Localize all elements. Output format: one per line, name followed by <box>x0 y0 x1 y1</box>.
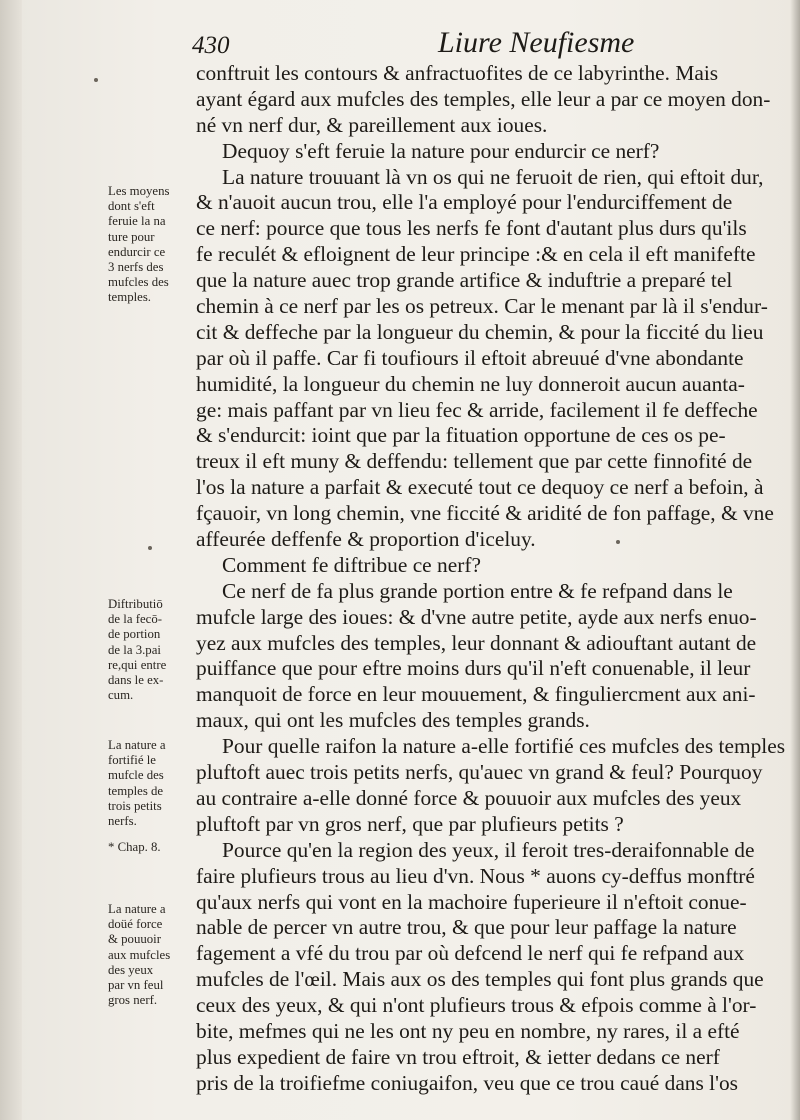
question-line: pluftoft auec trois petits nerfs, qu'auec vn grand & feul? Pourquoy <box>196 760 763 785</box>
margin-note <box>108 738 194 829</box>
text-line: yez aux mufcles des temples, leur donnant & adiouftant autant de <box>196 630 757 655</box>
margin-note-line: dont s'eft <box>108 199 155 214</box>
margin-note-line: La nature a <box>108 902 166 916</box>
text-line: fçauoir, vn long chemin, vne ficcité & aridité de fon paffage, & vne <box>196 501 774 526</box>
question-line: Pour quelle raifon la nature a-elle fortifié ces mufcles des temples <box>222 734 786 759</box>
text-line: que la nature auec trop grande artifice & induftrie a preparé tel <box>196 268 733 293</box>
margin-note-line: La nature a <box>108 738 166 752</box>
margin-note-footnote <box>108 840 194 855</box>
text-line: & n'auoit aucun trou, elle l'a employé pour l'endurciffement de <box>196 190 733 215</box>
margin-note-line: de la fecō- <box>108 612 162 627</box>
margin-note-line: Les moyens <box>108 184 170 198</box>
margin-note <box>108 597 194 703</box>
text-line: Pource qu'en la region des yeux, il feroit tres-deraifonnable de <box>222 837 755 862</box>
margin-note-line: de portion <box>108 627 161 642</box>
text-line: l'os la nature a parfait & executé tout ce dequoy ce nerf a befoin, à <box>196 475 764 500</box>
text-line: manquoit de force en leur mouuement, & finguliercment aux ani- <box>196 682 756 707</box>
text-line: ayant égard aux mufcles des temples, elle leur a par ce moyen don- <box>196 86 771 111</box>
margin-note <box>108 184 194 306</box>
text-line: fe reculét & efloignent de leur principe :& en cela il eft manifefte <box>196 242 756 267</box>
text-line: né vn nerf dur, & pareillement aux ioues. <box>196 112 548 137</box>
margin-note-line: temples. <box>108 290 152 305</box>
ink-speck <box>148 546 152 550</box>
text-line: bite, mefmes qui ne les ont ny peu en nombre, ny rares, il a efté <box>196 1018 740 1043</box>
margin-note-line: aux mufcles <box>108 947 171 962</box>
margin-note-line: par vn feul <box>108 978 164 993</box>
question-line: au contraire a-elle donné force & pouuoir aux mufcles des yeux <box>196 785 742 810</box>
question-line: pluftoft par vn gros nerf, que par plufieurs petits ? <box>196 811 624 836</box>
margin-note-line: Diftributiō <box>108 597 163 611</box>
margin-note-line: * Chap. 8. <box>108 840 161 854</box>
margin-note-line: mufcle des <box>108 768 164 783</box>
margin-note-line: re,qui entre <box>108 657 167 672</box>
text-line: nable de percer vn autre trou, & que pour leur paffage la nature <box>196 915 737 940</box>
margin-note-line: endurcir ce <box>108 244 166 259</box>
margin-note-line: trois petits <box>108 798 162 813</box>
margin-note-line: feruie la na <box>108 214 166 229</box>
margin-note-line: gros nerf. <box>108 993 158 1008</box>
margin-note-line: de la 3.pai <box>108 642 161 657</box>
text-line: qu'aux nerfs qui vont en la machoire fuperieure il n'eftoit conue- <box>196 889 747 914</box>
margin-note-line: des yeux <box>108 962 154 977</box>
text-line: conftruit les contours & anfractuofites de ce labyrinthe. Mais <box>196 61 719 85</box>
text-line: fagement a vfé du trou par où defcend le nerf qui fe refpand aux <box>196 941 745 966</box>
text-line: faire plufieurs trous au lieu d'vn. Nous * auons cy-deffus monftré <box>196 863 755 888</box>
text-line: puiffance que pour eftre moins durs qu'il n'eft conuenable, il leur <box>196 656 751 681</box>
text-line: par où il paffe. Car fi toufiours il eftoit abreuué d'vne abondante <box>196 345 744 370</box>
text-line: cit & deffeche par la longueur du chemin, & pour la ficcité du lieu <box>196 319 764 344</box>
text-line: pris de la troifiefme coniugaifon, veu que ce trou caué dans l'os <box>196 1070 738 1095</box>
text-line: Ce nerf de fa plus grande portion entre & fe refpand dans le <box>222 578 733 603</box>
question-line: Comment fe diftribue ce nerf? <box>222 552 481 577</box>
margin-note-line: & pouuoir <box>108 932 161 947</box>
question-line: Dequoy s'eft feruie la nature pour endurcir ce nerf? <box>222 138 660 163</box>
ink-speck <box>94 78 98 82</box>
text-line: chemin à ce nerf par les os petreux. Car le menant par là il s'endur- <box>196 294 768 319</box>
text-line: maux, qui ont les mufcles des temples grands. <box>196 708 590 733</box>
margin-note-line: 3 nerfs des <box>108 260 164 275</box>
text-line: plus expedient de faire vn trou eftroit, & ietter dedans ce nerf <box>196 1044 720 1069</box>
margin-note-line: temples de <box>108 783 164 798</box>
main-text <box>196 61 796 1097</box>
text-line: & s'endurcit: ioint que par la fituation opportune de ces os pe- <box>196 423 726 448</box>
text-line: affeurée deffenfe & proportion d'iceluy. <box>196 527 536 552</box>
text-line: mufcles de l'œil. Mais aux os des temples qui font plus grands que <box>196 967 764 992</box>
text-line: ce nerf: pource que tous les nerfs fe font d'autant plus durs qu'ils <box>196 216 747 241</box>
text-line: ge: mais paffant par vn lieu fec & arride, facilement il fe deffeche <box>196 397 758 422</box>
margin-note-line: dans le ex- <box>108 673 164 688</box>
margin-note-line: mufcles des <box>108 275 169 290</box>
margin-note-line: fortifié le <box>108 753 156 768</box>
text-line: La nature trouuant là vn os qui ne feruoit de rien, qui eftoit dur, <box>222 164 764 189</box>
margin-note-line: ture pour <box>108 229 155 244</box>
binding-gutter <box>0 0 22 1120</box>
text-line: treux il eft muny & deffendu: tellement que par cette finnofité de <box>196 449 753 474</box>
text-line: mufcle large des ioues: & d'vne autre petite, ayde aux nerfs enuo- <box>196 604 757 629</box>
text-line: humidité, la longueur du chemin ne luy donneroit aucun auanta- <box>196 371 745 396</box>
margin-note-line: doüé force <box>108 917 163 932</box>
margin-note-line: cum. <box>108 688 134 703</box>
margin-note <box>108 902 194 1008</box>
running-title: Liure Neufiesme <box>438 26 635 59</box>
text-line: ceux des yeux, & qui n'ont plufieurs trous & efpois comme à l'or- <box>196 993 757 1018</box>
margin-note-line: nerfs. <box>108 814 137 829</box>
page-header <box>192 26 752 66</box>
page-number: 430 <box>192 32 230 59</box>
